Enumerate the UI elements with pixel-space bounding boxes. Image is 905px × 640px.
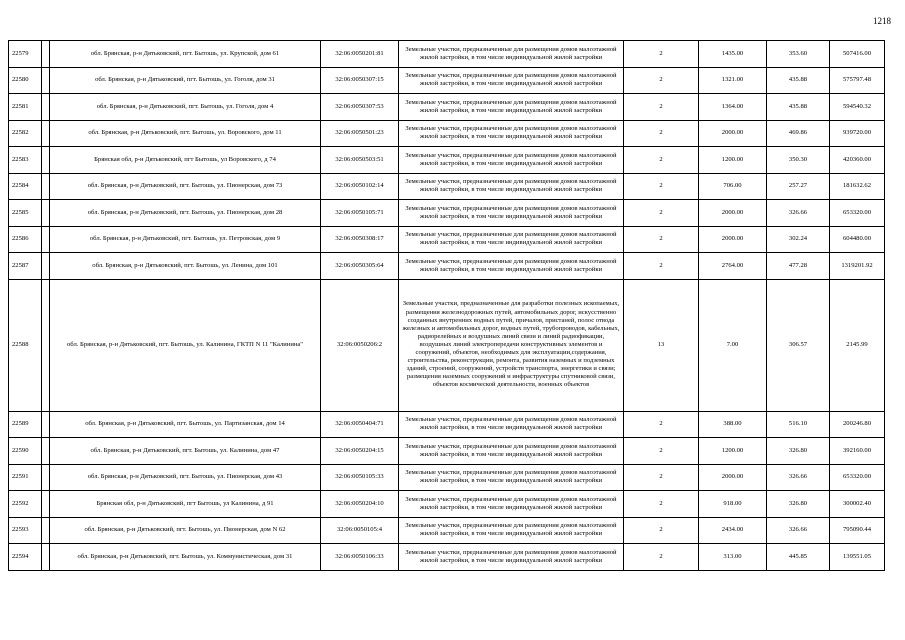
land-use-cell [399, 67, 624, 94]
page-number: 1218 [873, 16, 891, 26]
specific-value-cell: 326.66 [767, 517, 830, 544]
cadastral-number-cell: 32:06:0050308:17 [321, 226, 399, 253]
specific-value-cell: 302.24 [767, 226, 830, 253]
land-use-cell [399, 517, 624, 544]
land-use-text: Земельные участки, предназначенные для размещения домов малоэтажной жилой застройки, в том числе индивидуальной жилой застройки [405, 178, 617, 194]
specific-value-cell: 326.80 [767, 438, 830, 465]
area-cell: 2000.00 [699, 120, 767, 147]
row-number-cell: 22580 [9, 67, 42, 94]
cadastral-number-cell: 32:06:0050503:51 [321, 147, 399, 174]
cadastral-value-cell: 392160.00 [830, 438, 885, 465]
area-cell: 2764.00 [699, 253, 767, 280]
cadastral-value-cell: 653320.00 [830, 464, 885, 491]
table-row [9, 120, 885, 147]
table-row [9, 253, 885, 280]
cadastral-number-cell: 32:06:0050404:71 [321, 411, 399, 438]
row-number-cell: 22583 [9, 147, 42, 174]
area-cell: 1435.00 [699, 41, 767, 68]
table-row [9, 200, 885, 227]
address-cell: обл. Брянская, р-н Дятьковский, пгт. Бытошь, ул. Калинина, ГКТП N 11 "Калинина" [50, 279, 321, 411]
cadastral-value-cell: 200246.80 [830, 411, 885, 438]
spacer-cell [42, 464, 50, 491]
area-cell: 918.00 [699, 491, 767, 518]
land-use-text: Земельные участки, предназначенные для размещения домов малоэтажной жилой застройки, в том числе индивидуальной жилой застройки [405, 125, 617, 141]
table-row [9, 147, 885, 174]
land-use-cell [399, 253, 624, 280]
land-use-text: Земельные участки, предназначенные для размещения домов малоэтажной жилой застройки, в том числе индивидуальной жилой застройки [405, 522, 617, 538]
address-cell: обл. Брянская, р-н Дятьковский, пгт. Бытошь, ул. Крупской, дом 61 [50, 41, 321, 68]
land-use-cell [399, 41, 624, 68]
address-cell: обл. Брянская, р-н Дятьковский, пгт. Бытошь, ул. Пионерская, дом 43 [50, 464, 321, 491]
land-use-cell [399, 120, 624, 147]
row-number-cell: 22591 [9, 464, 42, 491]
category-cell: 2 [624, 411, 699, 438]
table-body [9, 41, 885, 571]
cadastral-value-cell: 575797.48 [830, 67, 885, 94]
land-use-text: Земельные участки, предназначенные для размещения домов малоэтажной жилой застройки, в том числе индивидуальной жилой застройки [405, 548, 617, 564]
cadastral-number-cell: 32:06:0050105:71 [321, 200, 399, 227]
land-use-text: Земельные участки, предназначенные для размещения домов малоэтажной жилой застройки, в том числе индивидуальной жилой застройки [405, 469, 617, 485]
land-use-cell [399, 411, 624, 438]
cadastral-value-cell: 139551.05 [830, 544, 885, 571]
specific-value-cell: 326.66 [767, 464, 830, 491]
spacer-cell [42, 120, 50, 147]
spacer-cell [42, 517, 50, 544]
land-use-text: Земельные участки, предназначенные для размещения домов малоэтажной жилой застройки, в том числе индивидуальной жилой застройки [405, 257, 617, 273]
category-cell: 2 [624, 517, 699, 544]
address-cell: обл. Брянская, р-н Дятьковский, пгт. Бытошь, ул. Пионерская, дом N 62 [50, 517, 321, 544]
cadastral-value-cell: 653320.00 [830, 200, 885, 227]
land-use-text: Земельные участки, предназначенные для размещения домов малоэтажной жилой застройки, в том числе индивидуальной жилой застройки [405, 416, 617, 432]
area-cell: 388.00 [699, 411, 767, 438]
category-cell: 2 [624, 41, 699, 68]
area-cell: 1200.00 [699, 438, 767, 465]
cadastral-value-cell: 604480.00 [830, 226, 885, 253]
table-row [9, 226, 885, 253]
row-number-cell: 22586 [9, 226, 42, 253]
category-cell: 2 [624, 438, 699, 465]
row-number-cell: 22590 [9, 438, 42, 465]
cadastral-number-cell: 32:06:0050204:15 [321, 438, 399, 465]
specific-value-cell: 353.60 [767, 41, 830, 68]
cadastral-value-cell: 300002.40 [830, 491, 885, 518]
land-use-text: Земельные участки, предназначенные для размещения домов малоэтажной жилой застройки, в том числе индивидуальной жилой застройки [405, 204, 617, 220]
spacer-cell [42, 411, 50, 438]
address-cell: обл. Брянская, р-н Дятьковский, пгт. Бытошь, ул. Коммунистическая, дом 31 [50, 544, 321, 571]
address-cell: обл. Брянская, р-н Дятьковский, пгт. Бытошь, ул. Гоголя, дом 4 [50, 94, 321, 121]
table-row [9, 67, 885, 94]
row-number-cell: 22593 [9, 517, 42, 544]
category-cell: 2 [624, 226, 699, 253]
category-cell: 2 [624, 491, 699, 518]
specific-value-cell: 435.88 [767, 94, 830, 121]
cadastral-number-cell: 32:06:0050105:33 [321, 464, 399, 491]
land-use-text: Земельные участки, предназначенные для разработки полезных ископаемых, размещения железнодорожных путей, автомобильных дорог, искусственно созданных внутренних водных путей, причалов, пристаней, полос отвода железных и автомобильных дорог, водных путей, трубопроводов, кабельных, радиорелейных и воздушных линий связи и линий радиофикации, воздушных линий электропередачи конструктивных элементов и сооружений, объектов, необходимых для эксплуатации,содержания, строительства, реконструкции, ремонта, развития наземных и подземных зданий, строений, сооружений, устройств транспорта, энергетики и связи; размещения наземных сооружений и инфраструктуры спутниковой связи, объектов космической деятельности, военных объектов [402, 300, 620, 389]
cadastral-number-cell: 32:06:0050206:2 [321, 279, 399, 411]
land-use-text: Земельные участки, предназначенные для размещения домов малоэтажной жилой застройки, в том числе индивидуальной жилой застройки [405, 442, 617, 458]
address-cell: Брянская обл, р-н Дятьковский, пгт Бытошь, ул Воровского, д 74 [50, 147, 321, 174]
specific-value-cell: 326.80 [767, 491, 830, 518]
category-cell: 2 [624, 544, 699, 571]
cadastral-number-cell: 32:06:0050307:15 [321, 67, 399, 94]
specific-value-cell: 469.86 [767, 120, 830, 147]
cadastral-value-cell: 181632.62 [830, 173, 885, 200]
area-cell: 7.00 [699, 279, 767, 411]
row-number-cell: 22592 [9, 491, 42, 518]
row-number-cell: 22579 [9, 41, 42, 68]
area-cell: 2000.00 [699, 464, 767, 491]
address-cell: обл. Брянская, р-н Дятьковский, пгт. Бытошь, ул. Гоголя, дом 31 [50, 67, 321, 94]
land-use-cell [399, 94, 624, 121]
spacer-cell [42, 67, 50, 94]
cadastral-value-cell: 795090.44 [830, 517, 885, 544]
land-use-text: Земельные участки, предназначенные для размещения домов малоэтажной жилой застройки, в том числе индивидуальной жилой застройки [405, 98, 617, 114]
land-use-cell [399, 173, 624, 200]
land-use-text: Земельные участки, предназначенные для размещения домов малоэтажной жилой застройки, в том числе индивидуальной жилой застройки [405, 231, 617, 247]
row-number-cell: 22584 [9, 173, 42, 200]
category-cell: 2 [624, 464, 699, 491]
cadastral-value-cell: 420360.00 [830, 147, 885, 174]
specific-value-cell: 435.88 [767, 67, 830, 94]
address-cell: обл. Брянская, р-н Дятьковский, пгт. Бытошь, ул. Петровская, дом 9 [50, 226, 321, 253]
cadastral-value-cell: 2145.99 [830, 279, 885, 411]
land-use-cell [399, 544, 624, 571]
cadastral-number-cell: 32:06:0050204:10 [321, 491, 399, 518]
land-use-cell [399, 147, 624, 174]
category-cell: 2 [624, 200, 699, 227]
spacer-cell [42, 438, 50, 465]
table-row [9, 41, 885, 68]
cadastral-number-cell: 32:06:0050305:64 [321, 253, 399, 280]
address-cell: обл. Брянская, р-н Дятьковский, пгт. Бытошь, ул. Пионерская, дом 28 [50, 200, 321, 227]
row-number-cell: 22585 [9, 200, 42, 227]
address-cell: обл. Брянская, р-н Дятьковский, пгт. Бытошь, ул. Воровского, дом 11 [50, 120, 321, 147]
specific-value-cell: 477.28 [767, 253, 830, 280]
area-cell: 706.00 [699, 173, 767, 200]
row-number-cell: 22589 [9, 411, 42, 438]
spacer-cell [42, 94, 50, 121]
land-use-cell [399, 226, 624, 253]
cadastral-number-cell: 32:06:0050201:81 [321, 41, 399, 68]
table-row [9, 544, 885, 571]
specific-value-cell: 257.27 [767, 173, 830, 200]
row-number-cell: 22587 [9, 253, 42, 280]
spacer-cell [42, 279, 50, 411]
row-number-cell: 22581 [9, 94, 42, 121]
area-cell: 2434.00 [699, 517, 767, 544]
address-cell: Брянская обл, р-н Дятьковский, пгт Бытошь, ул Калинина, д 91 [50, 491, 321, 518]
table-row [9, 491, 885, 518]
specific-value-cell: 516.10 [767, 411, 830, 438]
cadastral-number-cell: 32:06:0050106:33 [321, 544, 399, 571]
category-cell: 2 [624, 67, 699, 94]
land-use-cell [399, 491, 624, 518]
cadastral-value-cell: 1319201.92 [830, 253, 885, 280]
spacer-cell [42, 226, 50, 253]
row-number-cell: 22588 [9, 279, 42, 411]
cadastral-value-cell: 507416.00 [830, 41, 885, 68]
area-cell: 1321.00 [699, 67, 767, 94]
cadastral-value-cell: 939720.00 [830, 120, 885, 147]
cadastral-number-cell: 32:06:0050501:23 [321, 120, 399, 147]
table-row [9, 279, 885, 411]
spacer-cell [42, 41, 50, 68]
area-cell: 2000.00 [699, 200, 767, 227]
address-cell: обл. Брянская, р-н Дятьковский, пгт. Бытошь, ул. Пионерская, дом 73 [50, 173, 321, 200]
cadastral-value-table [8, 40, 885, 571]
table-row [9, 464, 885, 491]
land-use-text: Земельные участки, предназначенные для размещения домов малоэтажной жилой застройки, в том числе индивидуальной жилой застройки [405, 495, 617, 511]
spacer-cell [42, 173, 50, 200]
spacer-cell [42, 491, 50, 518]
table-row [9, 411, 885, 438]
category-cell: 2 [624, 94, 699, 121]
area-cell: 313.00 [699, 544, 767, 571]
address-cell: обл. Брянская, р-н Дятьковский, пгт. Бытошь, ул. Партизанская, дом 14 [50, 411, 321, 438]
area-cell: 1364.00 [699, 94, 767, 121]
land-use-text: Земельные участки, предназначенные для размещения домов малоэтажной жилой застройки, в том числе индивидуальной жилой застройки [405, 151, 617, 167]
table-row [9, 438, 885, 465]
specific-value-cell: 326.66 [767, 200, 830, 227]
specific-value-cell: 306.57 [767, 279, 830, 411]
land-use-text: Земельные участки, предназначенные для размещения домов малоэтажной жилой застройки, в том числе индивидуальной жилой застройки [405, 45, 617, 61]
land-use-cell [399, 464, 624, 491]
category-cell: 2 [624, 147, 699, 174]
address-cell: обл. Брянская, р-н Дятьковский, пгт. Бытошь, ул. Калинина, дом 47 [50, 438, 321, 465]
table-row [9, 94, 885, 121]
spacer-cell [42, 147, 50, 174]
table-row [9, 517, 885, 544]
land-use-text: Земельные участки, предназначенные для размещения домов малоэтажной жилой застройки, в том числе индивидуальной жилой застройки [405, 72, 617, 88]
cadastral-number-cell: 32:06:0050307:53 [321, 94, 399, 121]
spacer-cell [42, 253, 50, 280]
area-cell: 2000.00 [699, 226, 767, 253]
cadastral-value-cell: 594540.32 [830, 94, 885, 121]
specific-value-cell: 350.30 [767, 147, 830, 174]
area-cell: 1200.00 [699, 147, 767, 174]
address-cell: обл. Брянская, р-н Дятьковский, пгт. Бытошь, ул. Ленина, дом 101 [50, 253, 321, 280]
land-use-cell [399, 279, 624, 411]
category-cell: 2 [624, 253, 699, 280]
land-use-cell [399, 438, 624, 465]
category-cell: 2 [624, 173, 699, 200]
category-cell: 13 [624, 279, 699, 411]
category-cell: 2 [624, 120, 699, 147]
table-row [9, 173, 885, 200]
spacer-cell [42, 544, 50, 571]
row-number-cell: 22582 [9, 120, 42, 147]
spacer-cell [42, 200, 50, 227]
cadastral-number-cell: 32:06:0050105:4 [321, 517, 399, 544]
land-use-cell [399, 200, 624, 227]
row-number-cell: 22594 [9, 544, 42, 571]
cadastral-number-cell: 32:06:0050102:14 [321, 173, 399, 200]
specific-value-cell: 445.85 [767, 544, 830, 571]
